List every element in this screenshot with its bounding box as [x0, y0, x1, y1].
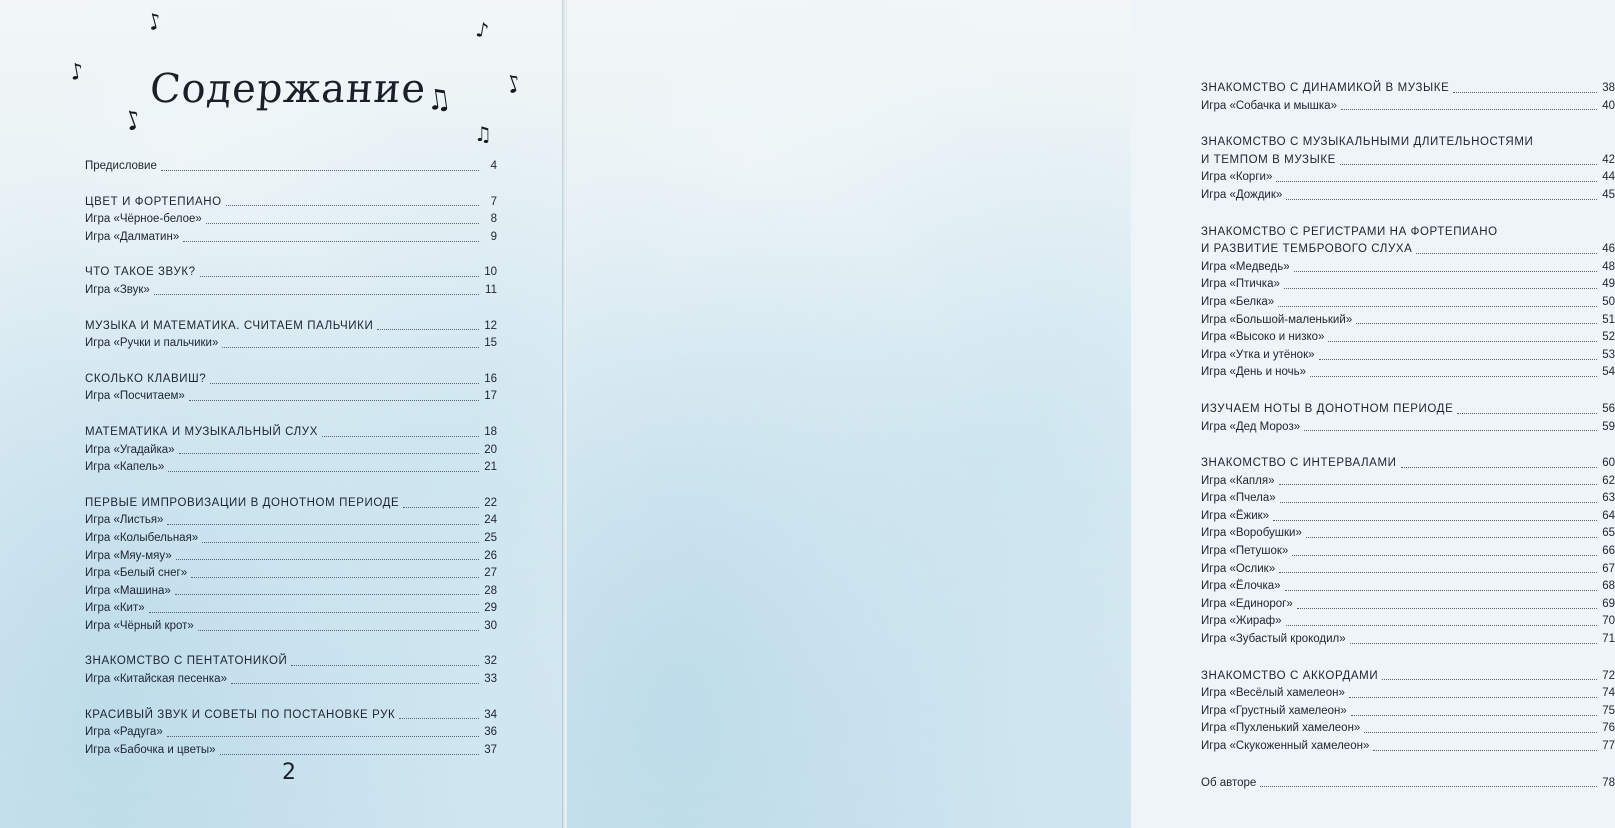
- toc-entry[interactable]: [85, 158, 497, 176]
- toc-entry[interactable]: [1201, 720, 1615, 738]
- toc-entry-page: 76: [1602, 722, 1615, 735]
- toc-entry-page: 24: [484, 514, 497, 527]
- toc-entry[interactable]: [1201, 631, 1615, 649]
- toc-heading-label: ЗНАКОМСТВО С ДИНАМИКОЙ В МУЗЫКЕ: [1201, 82, 1450, 94]
- dot-leader: [202, 541, 479, 543]
- toc-entry[interactable]: [1201, 703, 1615, 721]
- dot-leader: [1356, 322, 1597, 324]
- toc-entry-page: 29: [484, 602, 497, 615]
- toc-entry[interactable]: [1201, 561, 1615, 579]
- toc-heading-label: КРАСИВЫЙ ЗВУК И СОВЕТЫ ПО ПОСТАНОВКЕ РУК: [85, 708, 396, 721]
- music-notes-icon: ♫: [474, 122, 492, 146]
- toc-entry[interactable]: [1201, 187, 1615, 205]
- left-page: [0, 0, 563, 828]
- toc-entry-label: Игра «Белый снег»: [85, 567, 188, 580]
- toc-entry-label: Игра «Радуга»: [85, 726, 163, 739]
- toc-entry-label: Игра «Высоко и низко»: [1201, 331, 1325, 344]
- toc-entry-label: Игра «Единорог»: [1201, 597, 1293, 610]
- toc-entry[interactable]: [85, 442, 497, 460]
- toc-entry-label: Игра «Весёлый хамелеон»: [1201, 687, 1345, 700]
- toc-entry-page: 59: [1602, 420, 1615, 433]
- dot-leader: [1260, 785, 1597, 787]
- toc-entry[interactable]: [85, 459, 497, 477]
- toc-entry-label: Игра «Пчела»: [1201, 492, 1276, 505]
- toc-heading-page: 12: [484, 319, 497, 332]
- toc-section: [85, 264, 497, 299]
- toc-entry-label: Игра «Собачка и мышка»: [1201, 99, 1337, 112]
- dot-leader: [179, 452, 479, 454]
- toc-entry[interactable]: [85, 600, 497, 618]
- dot-leader: [1297, 607, 1597, 609]
- dot-leader: [1340, 163, 1597, 165]
- toc-entry[interactable]: [1201, 578, 1615, 596]
- dot-leader: [399, 717, 479, 719]
- toc-entry-label: Игра «Пухленький хамелеон»: [1201, 722, 1361, 735]
- toc-entry-label: Игра «Мяу-мяу»: [85, 549, 172, 562]
- dot-leader: [1453, 91, 1597, 93]
- toc-heading-page: 22: [484, 496, 497, 509]
- dot-leader: [176, 558, 479, 560]
- dot-leader: [198, 629, 479, 631]
- toc-heading[interactable]: [1201, 401, 1615, 419]
- table-of-contents-left: [85, 158, 497, 777]
- dot-leader: [1279, 571, 1597, 573]
- toc-entry[interactable]: [1201, 329, 1615, 347]
- toc-heading-label: И ТЕМПОМ В МУЗЫКЕ: [1201, 153, 1336, 166]
- dot-leader: [291, 664, 479, 666]
- toc-entry-page: 9: [490, 230, 497, 243]
- dot-leader: [1294, 270, 1597, 272]
- toc-entry[interactable]: [1201, 508, 1615, 526]
- toc-entry-label: Игра «Ёлочка»: [1201, 580, 1281, 593]
- toc-entry-page: 27: [484, 567, 497, 580]
- toc-entry[interactable]: [85, 388, 497, 406]
- dot-leader: [222, 346, 479, 348]
- toc-heading-page: 16: [484, 372, 497, 385]
- dot-leader: [1457, 412, 1597, 414]
- toc-entry[interactable]: [1201, 473, 1615, 491]
- toc-entry[interactable]: [1201, 259, 1615, 277]
- toc-entry[interactable]: [1201, 312, 1615, 330]
- toc-entry-page: 20: [484, 443, 497, 456]
- toc-heading-label: СКОЛЬКО КЛАВИШ?: [85, 372, 207, 385]
- toc-entry-page: 65: [1602, 527, 1615, 540]
- dot-leader: [220, 753, 479, 755]
- toc-entry-page: 75: [1602, 704, 1615, 717]
- toc-entry-label: Игра «День и ночь»: [1201, 366, 1307, 379]
- toc-section: [85, 194, 497, 247]
- toc-heading-page: 7: [490, 195, 497, 208]
- music-note-icon: ♪: [474, 17, 491, 43]
- toc-entry-page: 51: [1602, 313, 1615, 326]
- toc-entry-page: 64: [1602, 509, 1615, 522]
- toc-entry[interactable]: [1201, 169, 1615, 187]
- toc-heading-page: 10: [484, 266, 497, 279]
- toc-entry-page: 78: [1602, 776, 1615, 789]
- toc-entry-label: Игра «Ёжик»: [1201, 509, 1270, 522]
- toc-entry-page: 66: [1602, 545, 1615, 558]
- toc-heading[interactable]: [85, 495, 497, 513]
- dot-leader: [149, 611, 479, 613]
- dot-leader: [161, 169, 479, 171]
- toc-entry[interactable]: [85, 229, 497, 247]
- toc-entry-page: 50: [1602, 295, 1615, 308]
- music-note-icon: ♪: [120, 104, 147, 138]
- toc-entry-label: Игра «Посчитаем»: [85, 390, 185, 403]
- toc-heading-line[interactable]: [1201, 134, 1615, 152]
- toc-entry[interactable]: [1201, 98, 1615, 116]
- toc-entry-page: 28: [484, 584, 497, 597]
- toc-entry[interactable]: [1201, 543, 1615, 561]
- toc-heading-label: ЦВЕТ И ФОРТЕПИАНО: [85, 195, 222, 208]
- toc-entry[interactable]: [1201, 613, 1615, 631]
- toc-entry-label: Игра «Ослик»: [1201, 562, 1276, 575]
- dot-leader: [1351, 714, 1597, 716]
- toc-entry-label: Игра «Колыбельная»: [85, 531, 199, 544]
- toc-entry[interactable]: [1201, 294, 1615, 312]
- toc-entry-label: Игра «Большой-маленький»: [1201, 313, 1353, 326]
- dot-leader: [322, 435, 479, 437]
- music-note-icon: ♪: [67, 58, 87, 87]
- dot-leader: [1286, 198, 1597, 200]
- toc-heading-page: 72: [1602, 669, 1615, 682]
- toc-entry[interactable]: [1201, 525, 1615, 543]
- toc-entry-page: 52: [1602, 331, 1615, 344]
- toc-entry-label: Игра «Петушок»: [1201, 545, 1289, 558]
- dot-leader: [1306, 536, 1597, 538]
- dot-leader: [154, 293, 479, 295]
- toc-entry[interactable]: [1201, 738, 1615, 756]
- toc-entry-page: 37: [484, 743, 497, 756]
- toc-entry[interactable]: [85, 335, 497, 353]
- toc-heading[interactable]: [85, 264, 497, 282]
- dot-leader: [1292, 554, 1597, 556]
- dot-leader: [231, 682, 479, 684]
- toc-heading[interactable]: [1201, 241, 1615, 259]
- toc-entry-label: Игра «Угадайка»: [85, 443, 175, 456]
- toc-entry[interactable]: [85, 530, 497, 548]
- toc-entry-page: 74: [1602, 687, 1615, 700]
- toc-section: [85, 318, 497, 353]
- dot-leader: [183, 240, 479, 242]
- table-of-contents-right: [1201, 80, 1615, 811]
- toc-entry-page: 17: [484, 390, 497, 403]
- toc-entry-page: 8: [490, 213, 497, 226]
- dot-leader: [189, 399, 479, 401]
- toc-section: [85, 371, 497, 406]
- toc-entry-page: 70: [1602, 615, 1615, 628]
- toc-heading-label: МАТЕМАТИКА И МУЗЫКАЛЬНЫЙ СЛУХ: [85, 425, 318, 438]
- toc-entry[interactable]: [85, 211, 497, 229]
- dot-leader: [168, 470, 479, 472]
- toc-entry-label: Игра «Далматин»: [85, 230, 180, 243]
- toc-entry-page: 30: [484, 619, 497, 632]
- toc-entry[interactable]: [1201, 276, 1615, 294]
- toc-heading[interactable]: [85, 318, 497, 336]
- toc-entry-label: Игра «Воробушки»: [1201, 527, 1302, 540]
- toc-entry[interactable]: [85, 583, 497, 601]
- toc-heading-label: ЧТО ТАКОЕ ЗВУК?: [85, 266, 196, 279]
- dot-leader: [1373, 749, 1597, 751]
- toc-entry-page: 63: [1602, 492, 1615, 505]
- toc-entry[interactable]: [85, 565, 497, 583]
- toc-entry-label: Игра «Ручки и пальчики»: [85, 337, 219, 350]
- toc-entry-page: 4: [490, 160, 497, 172]
- toc-entry-page: 44: [1602, 171, 1615, 184]
- toc-entry-page: 40: [1602, 99, 1615, 112]
- toc-section: [85, 707, 497, 760]
- toc-entry-page: 11: [485, 283, 497, 296]
- toc-heading[interactable]: [1201, 152, 1615, 170]
- toc-heading-label: ПЕРВЫЕ ИМПРОВИЗАЦИИ В ДОНОТНОМ ПЕРИОДЕ: [85, 496, 400, 509]
- toc-entry-label: Игра «Капель»: [85, 461, 165, 474]
- toc-entry-page: 48: [1602, 260, 1615, 273]
- dot-leader: [1279, 483, 1598, 485]
- toc-entry-label: Игра «Бабочка и цветы»: [85, 743, 216, 756]
- music-note-icon: ♪: [501, 68, 526, 100]
- toc-heading-label: МУЗЫКА И МАТЕМАТИКА. СЧИТАЕМ ПАЛЬЧИКИ: [85, 319, 374, 332]
- toc-entry-label: Игра «Дед Мороз»: [1201, 420, 1301, 433]
- toc-heading[interactable]: [85, 371, 497, 389]
- dot-leader: [1350, 642, 1597, 644]
- toc-section: [1201, 80, 1615, 115]
- dot-leader: [1319, 358, 1598, 360]
- toc-entry[interactable]: [85, 742, 497, 760]
- dot-leader: [210, 382, 479, 384]
- toc-entry-label: Игра «Корги»: [1201, 171, 1273, 184]
- toc-section: [1201, 455, 1615, 649]
- page-title: Содержание: [148, 66, 428, 112]
- toc-entry-label: Игра «Скукоженный хамелеон»: [1201, 740, 1370, 752]
- toc-entry-page: 54: [1602, 366, 1615, 379]
- music-note-icon: ♪: [144, 8, 165, 37]
- toc-entry-label: Игра «Листья»: [85, 514, 164, 527]
- toc-entry-label: Игра «Зубастый крокодил»: [1201, 633, 1346, 646]
- toc-entry-page: 33: [484, 673, 497, 686]
- dot-leader: [1364, 731, 1597, 733]
- dot-leader: [1284, 287, 1597, 289]
- toc-section: [85, 653, 497, 688]
- toc-entry-page: 62: [1602, 474, 1615, 487]
- toc-entry[interactable]: [1201, 347, 1615, 365]
- toc-heading-label: ЗНАКОМСТВО С АККОРДАМИ: [1201, 669, 1379, 682]
- toc-heading-label: ЗНАКОМСТВО С ПЕНТАТОНИКОЙ: [85, 655, 288, 668]
- dot-leader: [175, 593, 479, 595]
- toc-heading-page: 42: [1602, 153, 1615, 166]
- toc-entry-page: 21: [484, 461, 497, 474]
- dot-leader: [191, 576, 479, 578]
- dot-leader: [1341, 108, 1597, 110]
- toc-entry-label: Игра «Капля»: [1201, 474, 1275, 487]
- toc-heading-line[interactable]: [1201, 224, 1615, 242]
- toc-heading-label: ЗНАКОМСТВО С ИНТЕРВАЛАМИ: [1201, 457, 1397, 470]
- toc-heading-page: 32: [484, 655, 497, 668]
- dot-leader: [206, 222, 479, 224]
- toc-heading[interactable]: [1201, 455, 1615, 473]
- toc-heading[interactable]: [85, 194, 497, 212]
- toc-entry-label: Об авторе: [1201, 776, 1257, 789]
- dot-leader: [167, 735, 479, 737]
- toc-entry-label: Предисловие: [85, 160, 157, 172]
- page-number: 2: [282, 760, 296, 785]
- toc-entry[interactable]: [1201, 419, 1615, 437]
- toc-entry-page: 45: [1602, 188, 1615, 201]
- toc-entry-label: Игра «Грустный хамелеон»: [1201, 704, 1347, 717]
- toc-entry[interactable]: [1201, 364, 1615, 382]
- toc-entry[interactable]: [1201, 490, 1615, 508]
- toc-entry-label: Игра «Чёрное-белое»: [85, 213, 202, 226]
- toc-heading-label: И РАЗВИТИЕ ТЕМБРОВОГО СЛУХА: [1201, 243, 1413, 256]
- toc-section: [1201, 668, 1615, 756]
- dot-leader: [1349, 696, 1597, 698]
- dot-leader: [1278, 305, 1597, 307]
- toc-entry-label: Игра «Дождик»: [1201, 188, 1283, 201]
- toc-entry-label: Игра «Звук»: [85, 283, 150, 296]
- toc-section: [85, 158, 497, 176]
- toc-entry-label: Игра «Чёрный крот»: [85, 619, 194, 632]
- dot-leader: [1276, 180, 1597, 182]
- dot-leader: [1285, 589, 1597, 591]
- toc-entry-label: Игра «Птичка»: [1201, 278, 1280, 291]
- toc-heading-page: 56: [1602, 402, 1615, 415]
- dot-leader: [1401, 466, 1597, 468]
- toc-heading[interactable]: [85, 707, 497, 725]
- toc-entry-page: 53: [1602, 348, 1615, 361]
- dot-leader: [377, 328, 479, 330]
- dot-leader: [1382, 678, 1597, 680]
- toc-section: [1201, 775, 1615, 793]
- toc-entry-label: Игра «Кит»: [85, 602, 145, 615]
- toc-entry[interactable]: [85, 282, 497, 300]
- toc-entry-label: Игра «Китайская песенка»: [85, 673, 227, 686]
- toc-entry-label: Игра «Утка и утёнок»: [1201, 348, 1315, 361]
- toc-entry-page: 71: [1602, 633, 1615, 646]
- toc-entry-page: 49: [1602, 278, 1615, 291]
- toc-entry-label: Игра «Машина»: [85, 584, 171, 597]
- toc-heading[interactable]: [1201, 80, 1615, 98]
- music-notes-icon: ♫: [423, 81, 454, 118]
- toc-heading-page: 60: [1602, 457, 1615, 470]
- toc-entry[interactable]: [85, 618, 497, 636]
- toc-heading-page: 46: [1602, 243, 1615, 256]
- dot-leader: [1280, 501, 1597, 503]
- toc-heading-label: ИЗУЧАЕМ НОТЫ В ДОНОТНОМ ПЕРИОДЕ: [1201, 402, 1454, 415]
- dot-leader: [1310, 375, 1597, 377]
- toc-heading-line-label: ЗНАКОМСТВО С РЕГИСТРАМИ НА ФОРТЕПИАНО: [1201, 225, 1498, 238]
- dot-leader: [1273, 519, 1597, 521]
- toc-heading[interactable]: [1201, 668, 1615, 686]
- toc-heading[interactable]: [85, 653, 497, 671]
- toc-heading-line-label: ЗНАКОМСТВО С МУЗЫКАЛЬНЫМИ ДЛИТЕЛЬНОСТЯМИ: [1201, 136, 1534, 149]
- dot-leader: [167, 523, 479, 525]
- toc-heading-page: 38: [1602, 82, 1615, 94]
- toc-entry-page: 67: [1602, 562, 1615, 575]
- toc-entry-page: 26: [484, 549, 497, 562]
- toc-section: [85, 495, 497, 636]
- dot-leader: [226, 204, 479, 206]
- right-page: [567, 0, 1615, 828]
- toc-entry[interactable]: [85, 671, 497, 689]
- toc-section: [85, 424, 497, 477]
- toc-entry[interactable]: [85, 724, 497, 742]
- toc-entry[interactable]: [1201, 596, 1615, 614]
- toc-section: [1201, 224, 1615, 382]
- toc-section: [1201, 401, 1615, 436]
- dot-leader: [1328, 340, 1597, 342]
- dot-leader: [1416, 252, 1597, 254]
- toc-entry-page: 36: [484, 726, 497, 739]
- toc-entry-page: 15: [484, 337, 497, 350]
- toc-entry[interactable]: [85, 548, 497, 566]
- dot-leader: [403, 506, 479, 508]
- toc-entry-page: 69: [1602, 597, 1615, 610]
- toc-entry-page: 68: [1602, 580, 1615, 593]
- toc-entry-page: 25: [484, 531, 497, 544]
- toc-heading[interactable]: [85, 424, 497, 442]
- toc-entry[interactable]: [85, 512, 497, 530]
- toc-entry-label: Игра «Белка»: [1201, 295, 1275, 308]
- dot-leader: [1286, 624, 1597, 626]
- toc-heading-page: 34: [484, 708, 497, 721]
- dot-leader: [1304, 429, 1597, 431]
- dot-leader: [200, 275, 479, 277]
- toc-heading-page: 18: [484, 425, 497, 438]
- toc-entry-label: Игра «Медведь»: [1201, 260, 1290, 273]
- toc-entry-label: Игра «Жираф»: [1201, 615, 1282, 628]
- toc-entry[interactable]: [1201, 685, 1615, 703]
- toc-entry-page: 77: [1602, 740, 1615, 752]
- toc-section: [1201, 134, 1615, 204]
- toc-entry[interactable]: [1201, 775, 1615, 793]
